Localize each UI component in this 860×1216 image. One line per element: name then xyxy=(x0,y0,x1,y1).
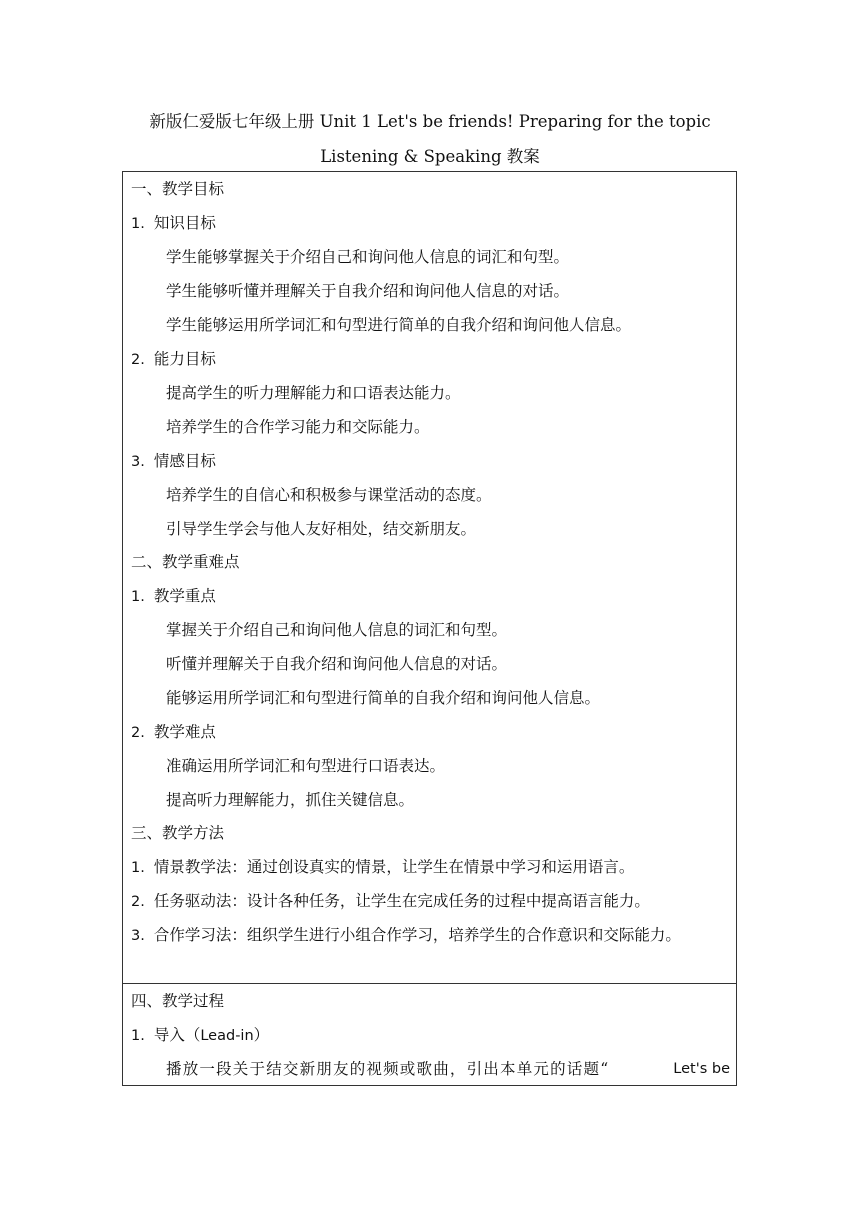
subheading-ability: 2. 能力目标 xyxy=(131,350,216,368)
table-cell-teaching-process xyxy=(122,983,737,1086)
list-item: 3. 合作学习法：组织学生进行小组合作学习，培养学生的合作意识和交际能力。 xyxy=(131,926,681,944)
subheading-lead-in: 1. 导入（Lead-in） xyxy=(131,1026,270,1044)
section-heading-methods: 三、教学方法 xyxy=(131,824,225,842)
list-item: 1. 情景教学法：通过创设真实的情景，让学生在情景中学习和运用语言。 xyxy=(131,858,635,876)
list-item: 引导学生学会与他人友好相处，结交新朋友。 xyxy=(166,520,477,538)
list-item: 培养学生的合作学习能力和交际能力。 xyxy=(166,418,430,436)
list-item: 学生能够掌握关于介绍自己和询问他人信息的词汇和句型。 xyxy=(166,248,570,266)
document-title-line-1: 新版仁爱版七年级上册 Unit 1 Let's be friends! Preparing for the topic xyxy=(149,112,711,131)
section-heading-process: 四、教学过程 xyxy=(131,992,225,1010)
section-heading-objectives: 一、教学目标 xyxy=(131,180,225,198)
subheading-key-points: 1. 教学重点 xyxy=(131,587,216,605)
subheading-knowledge: 1. 知识目标 xyxy=(131,214,216,232)
list-item: 提高学生的听力理解能力和口语表达能力。 xyxy=(166,384,461,402)
document-title-line-2: Listening & Speaking 教案 xyxy=(320,147,540,166)
list-item: 提高听力理解能力，抓住关键信息。 xyxy=(166,791,415,809)
subheading-emotion: 3. 情感目标 xyxy=(131,452,216,470)
table-cell-objectives-methods xyxy=(122,171,737,984)
list-item: 能够运用所学词汇和句型进行简单的自我介绍和询问他人信息。 xyxy=(166,689,601,707)
list-item: 培养学生的自信心和积极参与课堂活动的态度。 xyxy=(166,486,492,504)
list-item: 听懂并理解关于自我介绍和询问他人信息的对话。 xyxy=(166,655,508,673)
list-item: 学生能够听懂并理解关于自我介绍和询问他人信息的对话。 xyxy=(166,282,570,300)
paragraph-lead-in: 播放一段关于结交新朋友的视频或歌曲，引出本单元的话题“ Let's be xyxy=(166,1060,730,1078)
section-heading-key-points: 二、教学重难点 xyxy=(131,553,240,571)
list-item: 学生能够运用所学词汇和句型进行简单的自我介绍和询问他人信息。 xyxy=(166,316,632,334)
subheading-difficulties: 2. 教学难点 xyxy=(131,723,216,741)
list-item: 2. 任务驱动法：设计各种任务，让学生在完成任务的过程中提高语言能力。 xyxy=(131,892,650,910)
list-item: 掌握关于介绍自己和询问他人信息的词汇和句型。 xyxy=(166,621,508,639)
list-item: 准确运用所学词汇和句型进行口语表达。 xyxy=(166,757,446,775)
